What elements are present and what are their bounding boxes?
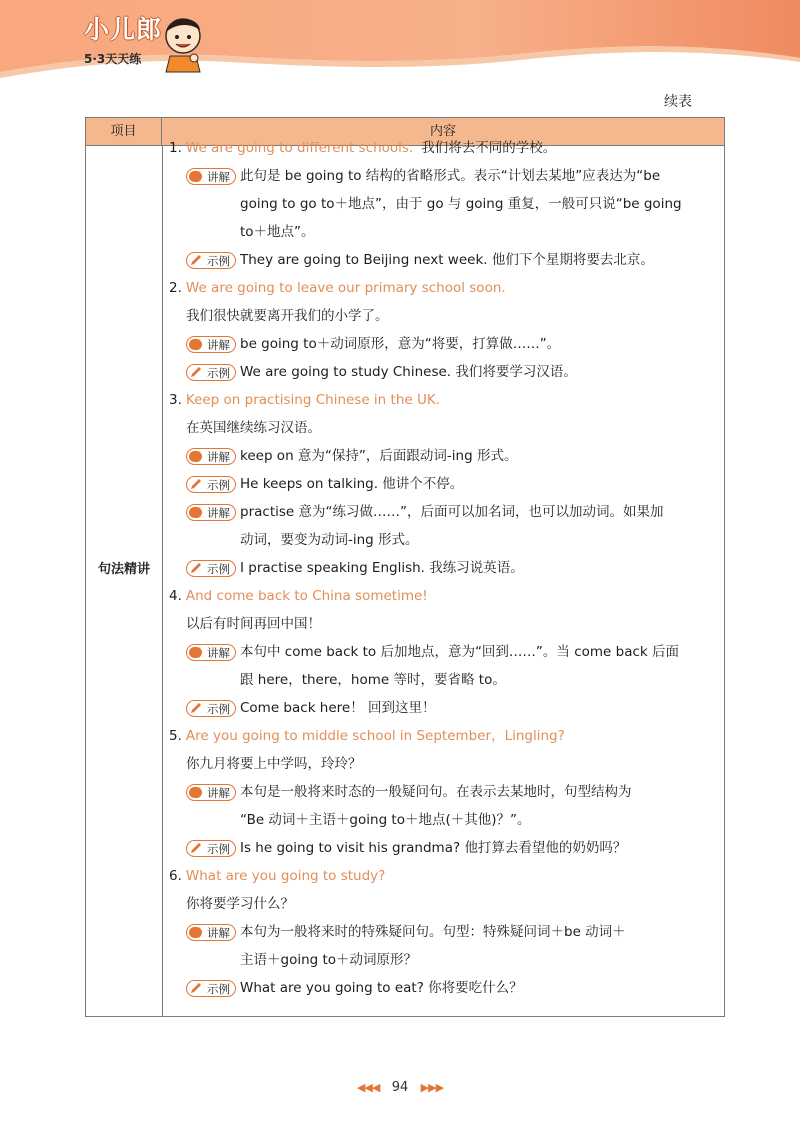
content-line — [186, 838, 626, 858]
content-line: going to go to＋地点”，由于 go 与 going 重复，一般可只说“be going — [240, 196, 682, 212]
content-line — [186, 166, 660, 186]
explain-tag — [186, 448, 236, 465]
speech-icon — [189, 787, 202, 798]
content-line — [169, 866, 385, 886]
pencil-icon — [189, 702, 203, 715]
explain-text: 本句是一般将来时态的一般疑问句。在表示去某地时，句型结构为 — [240, 784, 632, 800]
sentence-number: 6. — [169, 868, 182, 884]
pencil-icon — [189, 982, 203, 995]
column-divider — [162, 146, 163, 1016]
pencil-icon — [189, 254, 203, 267]
content-line — [186, 250, 654, 270]
row-label: 句法精讲 — [97, 562, 150, 577]
page-footer — [0, 1080, 800, 1095]
explain-tag — [186, 168, 236, 185]
right-arrows-icon: ▶▶▶ — [420, 1081, 444, 1094]
pencil-icon — [189, 562, 203, 575]
sentence-number: 1. — [169, 140, 182, 156]
tag-label: 示例 — [207, 561, 230, 576]
content-line: 动词，要变为动词-ing 形式。 — [240, 532, 419, 548]
example-tag — [186, 700, 236, 717]
explain-tag — [186, 924, 236, 941]
content-line: 主语＋going to＋动词原形？ — [240, 952, 418, 968]
english-sentence: We are going to different schools. — [185, 140, 414, 156]
english-sentence: Keep on practising Chinese in the UK. — [185, 392, 441, 408]
content-line — [186, 558, 524, 578]
tag-label: 示例 — [207, 477, 230, 492]
sentence-number: 5. — [169, 728, 182, 744]
chinese-translation: 我们将去不同的学校。 — [421, 140, 557, 156]
column-header-item: 项目 — [86, 118, 162, 146]
example-text: We are going to study Chinese. 我们将要学习汉语。 — [240, 364, 577, 380]
tag-label: 讲解 — [207, 505, 230, 520]
speech-icon — [189, 339, 202, 350]
content-line — [186, 362, 577, 382]
example-tag — [186, 364, 236, 381]
speech-icon — [189, 647, 202, 658]
sentence-number: 4. — [169, 588, 182, 604]
english-sentence: What are you going to study? — [185, 868, 386, 884]
tag-label: 示例 — [207, 701, 230, 716]
tag-label: 讲解 — [207, 645, 230, 660]
explain-text: 此句是 be going to 结构的省略形式。表示“计划去某地”应表达为“be — [240, 168, 661, 184]
content-line: 以后有时间再回中国！ — [186, 616, 321, 632]
example-tag — [186, 560, 236, 577]
column-header-content: 内容 — [162, 118, 724, 146]
tag-label: 讲解 — [207, 337, 230, 352]
explain-tag — [186, 784, 236, 801]
example-text: What are you going to eat? 你将要吃什么？ — [240, 980, 523, 996]
explain-text: keep on 意为“保持”，后面跟动词-ing 形式。 — [240, 448, 518, 464]
sentence-number: 2. — [169, 280, 182, 296]
content-line: 你九月将要上中学吗，玲玲？ — [186, 756, 362, 772]
tag-label: 示例 — [207, 981, 230, 996]
tag-label: 示例 — [207, 841, 230, 856]
speech-icon — [189, 451, 202, 462]
page-number: 94 — [391, 1080, 409, 1095]
pencil-icon — [189, 478, 203, 491]
content-line — [186, 474, 463, 494]
content-line — [169, 278, 506, 298]
content-line — [186, 698, 436, 718]
tag-label: 讲解 — [207, 449, 230, 464]
speech-icon — [189, 171, 202, 182]
pencil-icon — [189, 842, 203, 855]
content-line: to＋地点”。 — [240, 224, 315, 240]
tag-label: 示例 — [207, 253, 230, 268]
explain-tag — [186, 336, 236, 353]
english-sentence: We are going to leave our primary school soon. — [185, 280, 506, 296]
explain-text: practise 意为“练习做……”，后面可以加名词，也可以加动词。如果加 — [240, 504, 664, 520]
logo-subtitle: 5·3天天练 — [84, 52, 142, 66]
content-line: 我们很快就要离开我们的小学了。 — [186, 308, 389, 324]
content-line — [186, 502, 663, 522]
example-tag — [186, 840, 236, 857]
content-line — [169, 390, 440, 410]
example-text: He keeps on talking. 他讲个不停。 — [240, 476, 464, 492]
content-line: 你将要学习什么？ — [186, 896, 294, 912]
content-line — [186, 978, 523, 998]
example-tag — [186, 252, 236, 269]
content-line — [186, 782, 632, 802]
explain-text: 本句为一般将来时的特殊疑问句。句型：特殊疑问词＋be 动词＋ — [240, 924, 626, 940]
continued-label: 续表 — [664, 94, 692, 110]
content-line — [186, 334, 560, 354]
speech-icon — [189, 927, 202, 938]
content-line — [186, 446, 517, 466]
example-text: Come back here！ 回到这里！ — [240, 700, 436, 716]
explain-tag — [186, 644, 236, 661]
speech-icon — [189, 507, 202, 518]
content-line — [169, 138, 556, 158]
explain-tag — [186, 504, 236, 521]
tag-label: 讲解 — [207, 169, 230, 184]
content-line — [186, 922, 626, 942]
english-sentence: And come back to China sometime! — [185, 588, 428, 604]
content-line: 跟 here，there，home 等时，要省略 to。 — [240, 672, 506, 688]
example-tag — [186, 476, 236, 493]
mascot-boy-icon — [160, 12, 206, 74]
example-text: They are going to Beijing next week. 他们下个星期将要去北京。 — [240, 252, 654, 268]
english-sentence: Are you going to middle school in September，Lingling? — [185, 728, 565, 744]
example-tag — [186, 980, 236, 997]
content-line — [169, 726, 565, 746]
tag-label: 讲解 — [207, 925, 230, 940]
example-text: Is he going to visit his grandma? 他打算去看望他的奶奶吗？ — [240, 840, 627, 856]
example-text: I practise speaking English. 我练习说英语。 — [240, 560, 524, 576]
tag-label: 示例 — [207, 365, 230, 380]
left-arrows-icon: ◀◀◀ — [356, 1081, 380, 1094]
explain-text: 本句中 come back to 后加地点，意为“回到……”。当 come back 后面 — [240, 644, 680, 660]
content-line: “Be 动词＋主语＋going to＋地点(＋其他)？”。 — [240, 812, 531, 828]
sentence-number: 3. — [169, 392, 182, 408]
content-line — [186, 642, 679, 662]
content-line: 在英国继续练习汉语。 — [186, 420, 321, 436]
pencil-icon — [189, 366, 203, 379]
logo-title: 小儿郎 — [84, 15, 163, 44]
content-line — [169, 586, 428, 606]
explain-text: be going to＋动词原形，意为“将要，打算做……”。 — [240, 336, 561, 352]
tag-label: 讲解 — [207, 785, 230, 800]
